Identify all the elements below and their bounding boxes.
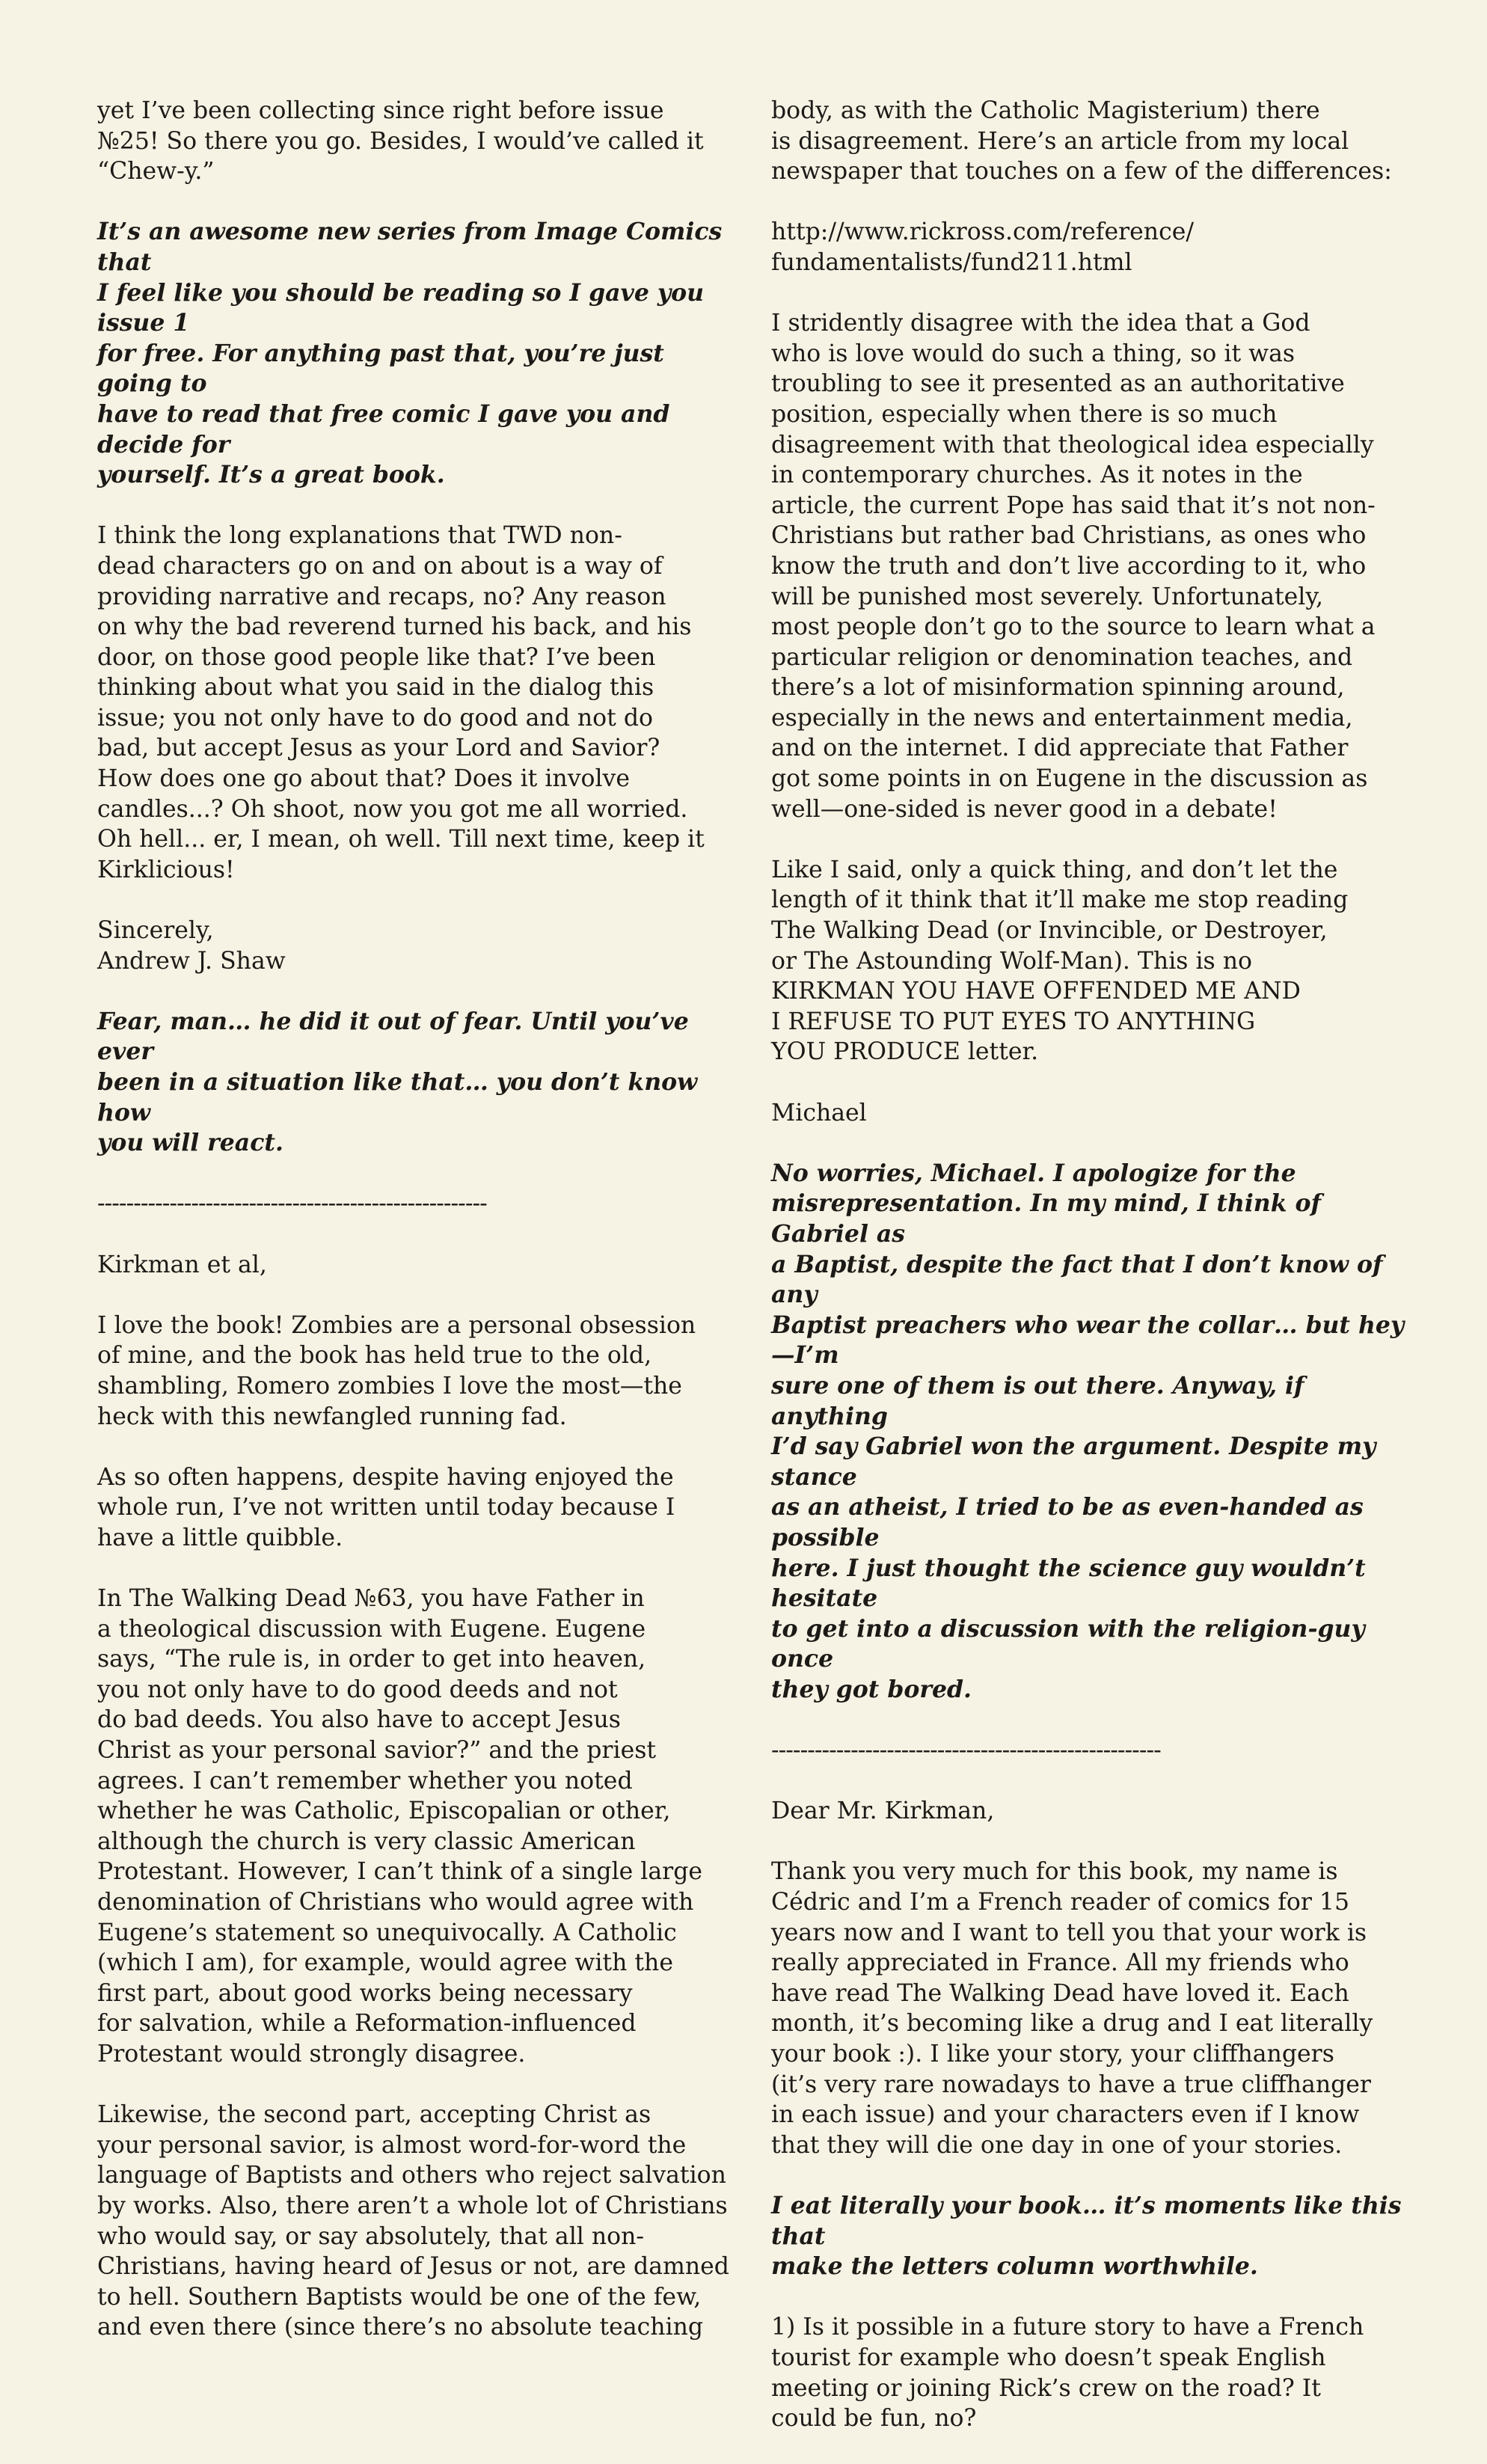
letter-text: I love the book! Zombies are a personal obsession of mine, and the book has held true to the old, shambling, Romero zombies I love the most—the heck with this newfangled running fad. [97,1311,696,1430]
letter-url: http://www.rickross.com/reference/ fundamentalists/fund211.html [771,218,1194,276]
editor-reply: Fear, man… he did it out of fear. Until you’ve ever been in a situation like that… you don’t know how you will react. [97,1007,698,1157]
letter-text: 1) Is it possible in a future story to have a French tourist for example who doesn’t speak English meeting or joining Rick’s crew on the road? It could be fun, no? [771,2314,1364,2433]
letter-text: Thank you very much for this book, my name is Cédric and I’m a French reader of comics for 15 years now and I want to tell you that your work is really appreciated in France. All my friends who have read The Walking Dead have loved it. Each month, it’s becoming like a drug and I eat literally your book :). I like your story, your cliffhangers (it’s very rare nowadays to have a true cliffhanger in each issue) and your characters even if I know that they will die one day in one of your stories. [771,1858,1373,2159]
letter-separator: ------------------------------------------------------ [97,1190,487,1218]
letter-signature: Sincerely, Andrew J. Shaw [97,917,286,975]
letter-signature: Michael [771,1099,867,1127]
letter-text: Likewise, the second part, accepting Christ as your personal savior, is almost word-for-word the language of Baptists and others who reject salvation by works. Also, there aren’t a whole lot of Christians who would say, or say absolutely, that all non- Christians, having heard of Jesus or not, are damned to hell. Southern Baptists would be one of the few, and even there (since there’s no absolute teaching [97,2101,729,2341]
left-column [97,96,741,2373]
editor-reply: No worries, Michael. I apologize for the misrepresentation. In my mind, I think of Gabriel as a Baptist, despite the fact that I don’t know of any Baptist preachers who wear the collar… but hey—I’m sure one of them is out there. Anyway, if anything I’d say Gabriel won the argument. Despite my stance as an atheist, I tried to be as even-handed as possible here. I just thought the science guy wouldn’t hesitate to get into a discussion with the religion-guy once they got bored. [771,1159,1405,1703]
letter-text: I stridently disagree with the idea that a God who is love would do such a thing, so it was troubling to see it presented as an authoritative position, especially when there is so much disagreement with that theological idea especially in contemporary churches. As it notes in the article, the current Pope has said that it’s not non- Christians but rather bad Christians, as ones who know the truth and don’t live according to it, who will be punished most severely. Unfortunately, most people don’t go to the source to learn what a particular religion or denomination teaches, and there’s a lot of misinformation spinning around, especially in the news and entertainment media, and on the internet. I did appreciate that Father got some points in on Eugene in the discussion as well—one-sided is never good in a debate! [771,310,1376,823]
right-column [771,96,1414,2464]
letter-text: body, as with the Catholic Magisterium) there is disagreement. Here’s an article from my local newspaper that touches on a few of the differences: [771,97,1392,186]
letter-text: I think the long explanations that TWD non- dead characters go on and on about is a way of providing narrative and recaps, no? Any reason on why the bad reverend turned his back, and his door, on those good people like that? I’ve been thinking about what you said in the dialog this issue; you not only have to do good and not do bad, but accept Jesus as your Lord and Savior? How does one go about that? Does it involve candles...? Oh shoot, now you got me all worried. Oh hell... er, I mean, oh well. Till next time, keep it Kirklicious! [97,522,705,883]
editor-reply: It’s an awesome new series from Image Comics that I feel like you should be reading so I gave you issue 1 for free. For anything past that, you’re just going to have to read that free comic I gave you and decide for yourself. It’s a great book. [97,218,723,489]
letter-text: Like I said, only a quick thing, and don’t let the length of it think that it’ll make me stop reading The Walking Dead (or Invincible, or Destroyer, or The Astounding Wolf-Man). This is no KIRKMAN YOU HAVE OFFENDED ME AND I REFUSE TO PUT EYES TO ANYTHING YOU PRODUCE letter. [771,856,1349,1066]
letter-text: In The Walking Dead №63, you have Father in a theological discussion with Eugene. Eugene says, “The rule is, in order to get into heaven, you not only have to do good deeds and not do bad deeds. You also have to accept Jesus Christ as your personal savior?” and the priest agrees. I can’t remember whether you noted whether he was Catholic, Episcopalian or other, although the church is very classic American Protestant. However, I can’t think of a single large denomination of Christians who would agree with Eugene’s statement so unequivocally. A Catholic (which I am), for example, would agree with the first part, about good works being necessary for salvation, while a Reformation-influenced Protestant would strongly disagree. [97,1585,703,2068]
letter-continuation-text: yet I’ve been collecting since right before issue №25! So there you go. Besides, I would’ve called it “Chew-y.” [97,97,704,186]
letter-salutation: Kirkman et al, [97,1251,267,1278]
editor-reply: I eat literally your book… it’s moments like this that make the letters column worthwhile. [771,2191,1402,2281]
letter-separator: ------------------------------------------------------ [771,1737,1161,1765]
letter-salutation: Dear Mr. Kirkman, [771,1798,995,1825]
letter-text: As so often happens, despite having enjoyed the whole run, I’ve not written until today because I have a little quibble. [97,1463,675,1551]
